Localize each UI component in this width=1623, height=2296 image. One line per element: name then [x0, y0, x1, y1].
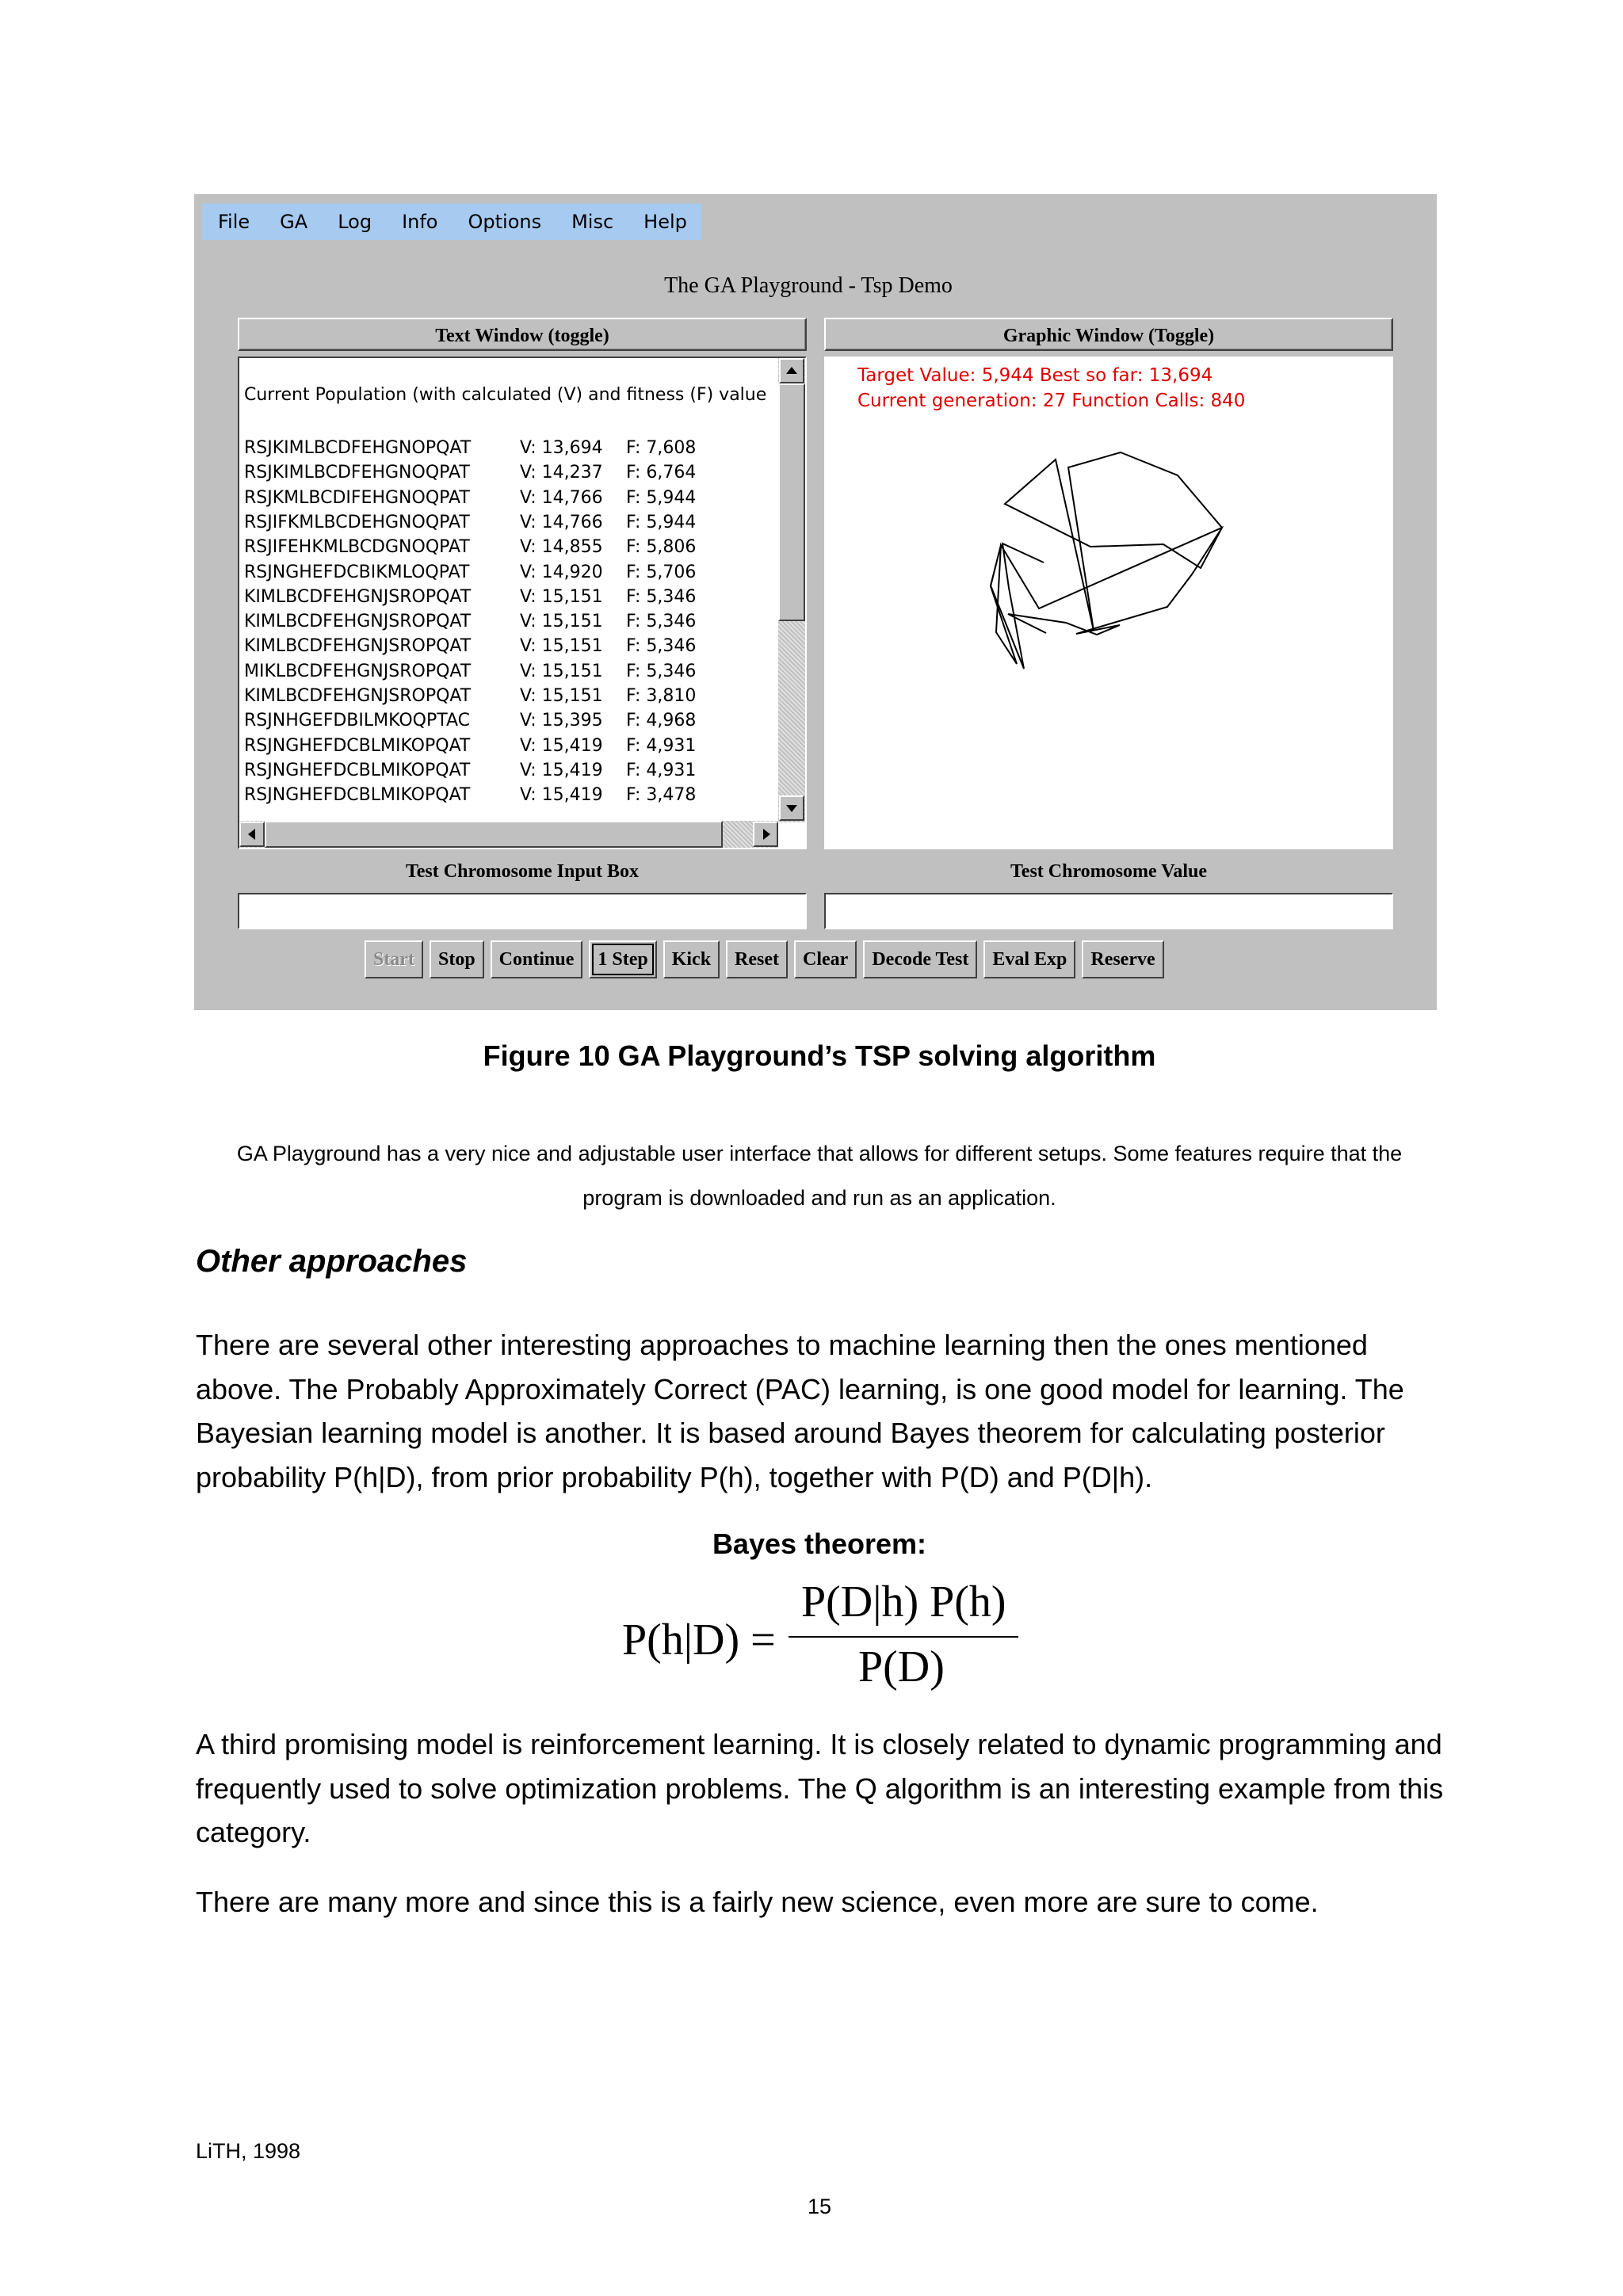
chromosome-input-label: Test Chromosome Input Box: [405, 861, 640, 882]
generation-text: Current generation: 27 Function Calls: 840: [857, 391, 1246, 411]
chromosome-text: KIMLBCDFEHGNJSROPQAT: [244, 612, 472, 632]
text-window[interactable]: [238, 357, 807, 849]
fitness-text: F: 5,706: [626, 562, 697, 582]
fitness-text: F: 3,478: [626, 785, 697, 806]
bayes-heading: Bayes theorem:: [712, 1527, 927, 1560]
figure-caption: Figure 10 GA Playground’s TSP solving algorithm: [483, 1039, 1156, 1072]
scroll-left-button[interactable]: [239, 822, 265, 847]
fitness-text: F: 5,346: [626, 661, 697, 681]
chromosome-text: RSJKIMLBCDFEHGNOQPAT: [244, 463, 470, 483]
chromosome-input-field[interactable]: [238, 893, 807, 929]
menu-file[interactable]: File: [218, 211, 250, 233]
value-text: V: 14,766: [520, 512, 603, 532]
chromosome-text: KIMLBCDFEHGNJSROPQAT: [244, 586, 472, 607]
decode-test-button[interactable]: Decode Test: [863, 940, 977, 978]
paragraph-2: A third promising model is reinforcement learning. It is closely related to dynamic programming and frequently used to solve optimization problems. The Q algorithm is an interesting example from this category.: [196, 1728, 1444, 1848]
clear-button[interactable]: Clear: [794, 940, 857, 978]
fitness-text: F: 5,346: [626, 586, 697, 607]
ga-playground-applet: [194, 194, 1437, 1010]
reset-button[interactable]: Reset: [726, 940, 788, 978]
arrow-left-icon: [248, 829, 255, 840]
section-heading: Other approaches: [196, 1244, 468, 1279]
value-text: V: 15,151: [520, 586, 603, 607]
kick-button[interactable]: Kick: [663, 940, 720, 978]
fitness-text: F: 5,806: [626, 537, 697, 558]
arrow-down-icon: [786, 805, 797, 812]
formula-numerator: P(D|h) P(h): [801, 1577, 1006, 1627]
one-step-button[interactable]: 1 Step: [589, 940, 656, 978]
fitness-text: F: 5,346: [626, 636, 697, 657]
horizontal-scroll-thumb[interactable]: [265, 821, 723, 848]
reserve-button[interactable]: Reserve: [1082, 940, 1163, 978]
applet-title: The GA Playground - Tsp Demo: [664, 273, 953, 298]
vertical-scroll-thumb[interactable]: [778, 383, 805, 621]
formula-lhs: P(h|D) =: [622, 1615, 776, 1665]
fitness-text: F: 5,944: [626, 487, 697, 508]
control-buttons: [365, 940, 1164, 978]
target-value-text: Target Value: 5,944 Best so far: 13,694: [857, 365, 1213, 386]
start-button[interactable]: Start: [365, 940, 423, 978]
fitness-text: F: 4,968: [626, 711, 697, 731]
menu-options[interactable]: Options: [468, 211, 542, 233]
value-text: V: 14,237: [520, 463, 603, 483]
chromosome-text: RSJNGHEFDCBLMIKOPQAT: [244, 785, 471, 806]
text-window-toggle[interactable]: Text Window (toggle): [238, 318, 807, 351]
value-text: V: 15,151: [520, 661, 603, 681]
fitness-text: F: 6,764: [626, 463, 697, 483]
caption-text: GA Playground has a very nice and adjustable user interface that allows for different setups. Some features require that the program is downloaded and run as an application.: [236, 1142, 1403, 1210]
chromosome-text: KIMLBCDFEHGNJSROPQAT: [244, 686, 472, 706]
value-text: V: 15,395: [520, 711, 603, 731]
value-text: V: 15,151: [520, 686, 603, 706]
fraction-bar: [789, 1636, 1018, 1638]
paragraph-3: There are many more and since this is a fairly new science, even more are sure to come.: [196, 1886, 1319, 1918]
value-text: V: 14,855: [520, 537, 603, 558]
fitness-text: F: 5,346: [626, 612, 697, 632]
value-text: V: 15,151: [520, 612, 603, 632]
chromosome-text: RSJKIMLBCDFEHGNOPQAT: [244, 438, 472, 458]
chromosome-text: RSJKMLBCDIFEHGNOQPAT: [244, 487, 470, 508]
tsp-tour-path: [991, 452, 1222, 669]
menu-misc[interactable]: Misc: [571, 211, 614, 233]
arrow-right-icon: [763, 829, 770, 840]
menu-log[interactable]: Log: [338, 211, 372, 233]
graphic-window-toggle[interactable]: Graphic Window (Toggle): [824, 318, 1393, 351]
horizontal-scrollbar[interactable]: [239, 821, 778, 848]
menu-ga[interactable]: GA: [280, 211, 308, 233]
chromosome-text: RSJNGHEFDCBLMIKOPQAT: [244, 735, 471, 756]
population-text: [244, 358, 767, 814]
fitness-text: F: 5,944: [626, 512, 697, 532]
chromosome-text: RSJNHGEFDBILMKOQPTAC: [244, 711, 470, 731]
graphic-window: [824, 357, 1393, 849]
scroll-up-button[interactable]: [779, 358, 804, 383]
fitness-text: F: 4,931: [626, 760, 697, 780]
scroll-down-button[interactable]: [779, 795, 804, 821]
menu-help[interactable]: Help: [643, 211, 687, 233]
page-number: 15: [807, 2195, 832, 2218]
fitness-text: F: 3,810: [626, 686, 697, 706]
footer-text: LiTH, 1998: [196, 2139, 301, 2163]
chromosome-text: RSJIFEHKMLBCDGNOQPAT: [244, 537, 470, 558]
menu-info[interactable]: Info: [402, 211, 438, 233]
chromosome-text: KIMLBCDFEHGNJSROPQAT: [244, 636, 472, 657]
chromosome-value-label: Test Chromosome Value: [1010, 861, 1208, 882]
value-text: V: 14,766: [520, 487, 603, 508]
value-text: V: 13,694: [520, 438, 603, 458]
paragraph-1: There are several other interesting approaches to machine learning then the ones mentioned above. The Probably Approximately Correct (PAC) learning, is one good model for learning. The Bayesian learning model is another. It is based around Bayes theorem for calculating posterior probability P(h|D), from prior probability P(h), together with P(D) and P(D|h).: [196, 1329, 1404, 1493]
value-text: V: 15,151: [520, 636, 603, 657]
chromosome-text: RSJNGHEFDCBLMIKOPQAT: [244, 760, 471, 780]
chromosome-value-field: [824, 893, 1393, 929]
fitness-text: F: 7,608: [626, 438, 697, 458]
value-text: V: 15,419: [520, 735, 603, 756]
vertical-scrollbar[interactable]: [778, 358, 805, 822]
value-text: V: 15,419: [520, 785, 603, 806]
value-text: V: 15,419: [520, 760, 603, 780]
menu-bar: [202, 204, 701, 240]
fitness-text: F: 4,931: [626, 735, 697, 756]
chromosome-text: MIKLBCDFEHGNJSROPQAT: [244, 661, 472, 681]
chromosome-text: RSJIFKMLBCDEHGNOQPAT: [244, 512, 470, 532]
continue-button[interactable]: Continue: [491, 940, 583, 978]
value-text: V: 14,920: [520, 562, 603, 582]
population-heading: Current Population (with calculated (V) and fitness (F) value: [244, 385, 767, 405]
scroll-right-button[interactable]: [753, 822, 778, 847]
chromosome-text: RSJNGHEFDCBIKMLOQPAT: [244, 562, 470, 582]
stop-button[interactable]: Stop: [430, 940, 484, 978]
tsp-tour-graphic: [824, 357, 1393, 849]
eval-exp-button[interactable]: Eval Exp: [983, 940, 1075, 978]
formula-denominator: P(D): [858, 1642, 945, 1691]
arrow-up-icon: [786, 367, 797, 374]
